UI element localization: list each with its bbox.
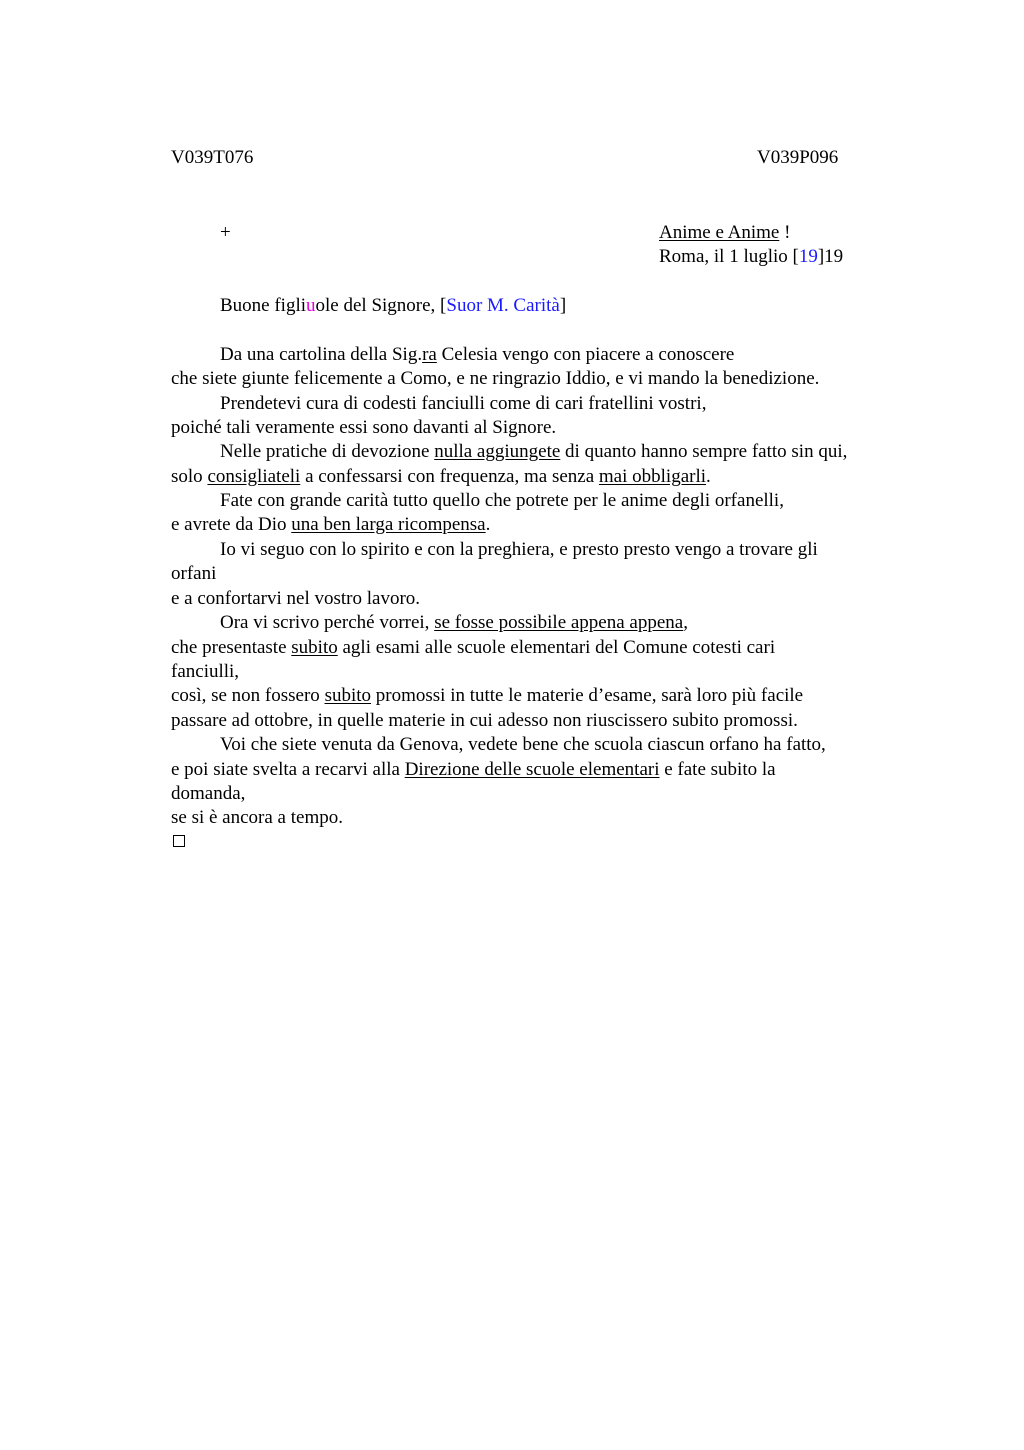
- body-line: poiché tali veramente essi sono davanti al Signore.: [171, 417, 557, 438]
- body-line: domanda,: [171, 783, 246, 804]
- salutation-addressee: Suor M. Carità: [446, 295, 560, 316]
- text-run: così, se non fossero: [171, 685, 325, 706]
- date-prefix: Roma, il 1 luglio [: [659, 246, 799, 267]
- text-run: Ora vi scrivo perché vorrei,: [220, 612, 435, 633]
- text-run: Celesia vengo con piacere a conoscere: [436, 344, 735, 365]
- underlined-run: subito: [324, 685, 372, 706]
- text-run: .: [706, 466, 711, 487]
- body-line: passare ad ottobre, in quelle materie in cui adesso non riuscissero subito promossi.: [171, 710, 798, 731]
- body-line: [171, 758, 776, 782]
- motto: Anime e Anime: [659, 222, 780, 243]
- body-line: Voi che siete venuta da Genova, vedete bene che scuola ciascun orfano ha fatto,: [220, 734, 826, 755]
- body-line: [171, 465, 711, 489]
- date-line: [659, 245, 843, 269]
- text-run: Nelle pratiche di devozione: [220, 441, 435, 462]
- underlined-run: una ben larga ricompensa: [291, 514, 486, 535]
- body-line: [171, 513, 490, 537]
- text-run: solo: [171, 466, 208, 487]
- date-editorial-year: 19: [798, 246, 818, 267]
- body-line: e a confortarvi nel vostro lavoro.: [171, 588, 421, 609]
- end-mark-box-icon: [173, 835, 185, 847]
- underlined-run: mai obbligarli: [598, 466, 707, 487]
- underlined-run: nulla aggiungete: [434, 441, 561, 462]
- motto-line: [659, 221, 790, 245]
- text-run: di quanto hanno sempre fatto sin qui,: [560, 441, 848, 462]
- underlined-run: ra: [422, 344, 437, 365]
- text-run: Da una cartolina della Sig.: [220, 344, 423, 365]
- body-line: [220, 611, 688, 635]
- salutation-text: ole del Signore, [: [315, 295, 447, 316]
- body-line: se si è ancora a tempo.: [171, 807, 343, 828]
- body-line: che siete giunte felicemente a Como, e ne ringrazio Iddio, e vi mando la benedizione.: [171, 368, 820, 389]
- salutation-text: ]: [559, 295, 567, 316]
- body-line: Fate con grande carità tutto quello che potrete per le anime degli orfanelli,: [220, 490, 784, 511]
- text-run: e poi siate svelta a recarvi alla: [171, 759, 405, 780]
- salutation-correction: u: [306, 295, 316, 316]
- text-run: che presentaste: [171, 637, 292, 658]
- text-run: agli esami alle scuole elementari del Comune cotesti cari: [337, 637, 776, 658]
- text-run: ,: [683, 612, 688, 633]
- text-run: promossi in tutte le materie d’esame, sarà loro più facile: [371, 685, 804, 706]
- underlined-run: Direzione delle scuole elementari: [404, 759, 660, 780]
- date-suffix: ]19: [817, 246, 844, 267]
- underlined-run: consigliateli: [207, 466, 301, 487]
- body-line: Io vi seguo con lo spirito e con la preghiera, e presto presto vengo a trovare gli: [220, 539, 818, 560]
- text-run: e fate subito la: [659, 759, 776, 780]
- body-line: [171, 684, 803, 708]
- body-line: [171, 636, 775, 660]
- text-run: a confessarsi con frequenza, ma senza: [300, 466, 599, 487]
- document-code-right: V039P096: [757, 147, 839, 168]
- body-line: orfani: [171, 563, 217, 584]
- underlined-run: subito: [291, 637, 338, 658]
- cross-symbol: +: [220, 222, 231, 243]
- salutation: [220, 294, 566, 318]
- body-line: fanciulli,: [171, 661, 240, 682]
- document-code-left: V039T076: [171, 147, 254, 168]
- text-run: e avrete da Dio: [171, 514, 292, 535]
- body-line: [220, 440, 847, 464]
- salutation-text: Buone figli: [220, 295, 307, 316]
- text-run: .: [485, 514, 491, 535]
- motto-punctuation: !: [779, 222, 791, 243]
- body-line: Prendetevi cura di codesti fanciulli come di cari fratellini vostri,: [220, 393, 707, 414]
- underlined-run: se fosse possibile appena appena: [434, 612, 684, 633]
- body-line: [220, 343, 734, 367]
